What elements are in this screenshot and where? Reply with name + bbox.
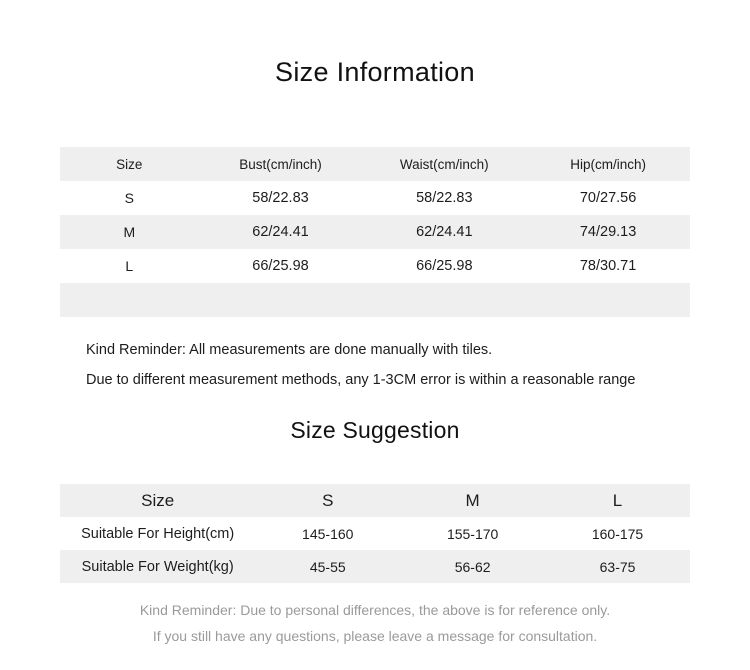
spacer-cell [60,283,199,317]
cell-hip: 70/27.56 [579,190,637,206]
size-information-table-body [60,181,690,317]
column-header-l: L [545,484,690,517]
size-information-table [60,147,690,317]
section-title-size-suggestion: Size Suggestion [290,417,460,443]
cell-hip: 74/29.13 [579,224,637,240]
table-header-row [60,147,690,181]
footer-line-reference: Kind Reminder: Due to personal differences, the above is for reference only. [139,602,611,618]
cell-height-m: 155-170 [446,525,499,542]
cell-bust: 62/24.41 [252,224,309,240]
size-suggestion-table-head [60,484,690,517]
table-row [60,215,690,249]
table-row [60,249,690,283]
cell-height-l: 160-175 [591,525,644,542]
cell-size: S [124,190,134,206]
column-header-s: S [255,484,400,517]
cell-waist: 62/24.41 [416,224,473,240]
column-header-hip: Hip(cm/inch) [526,147,690,181]
size-information-table-container [60,88,690,317]
cell-size: L [125,258,134,274]
column-header-bust: Bust(cm/inch) [199,147,363,181]
size-suggestion-table [60,484,690,583]
spacer-cell [362,283,526,317]
cell-waist: 58/22.83 [416,190,473,206]
cell-bust: 66/25.98 [252,258,309,274]
table-header-row [60,484,690,517]
measurement-reminder-block [60,317,690,395]
spacer-cell [199,283,363,317]
table-row [60,517,690,550]
reminder-line-measurements: Kind Reminder: All measurements are done manually with tiles. [86,342,493,358]
size-information-table-head [60,147,690,181]
cell-row-label-height: Suitable For Height(cm) [81,525,235,542]
column-header-size: Size [60,147,199,181]
table-row [60,550,690,583]
cell-weight-s: 45-55 [309,558,346,575]
size-suggestion-table-container [60,444,690,583]
column-header-waist: Waist(cm/inch) [362,147,526,181]
cell-row-label-weight: Suitable For Weight(kg) [81,558,234,575]
column-header-size: Size [60,484,255,517]
footer-line-consultation: If you still have any questions, please leave a message for consultation. [152,628,598,644]
column-header-m: M [400,484,545,517]
cell-waist: 66/25.98 [416,258,473,274]
spacer-cell [526,283,690,317]
size-suggestion-table-body [60,517,690,583]
footer-reminder-block [60,583,690,649]
cell-hip: 78/30.71 [579,258,637,274]
cell-size: M [123,224,136,240]
table-row [60,181,690,215]
page-title: Size Information [275,57,475,87]
table-spacer-row [60,283,690,317]
reminder-line-error-range: Due to different measurement methods, any 1-3CM error is within a reasonable range [86,372,636,388]
cell-height-s: 145-160 [302,525,354,542]
cell-weight-m: 56-62 [454,558,491,575]
cell-weight-l: 63-75 [599,558,636,575]
cell-bust: 58/22.83 [252,190,309,206]
